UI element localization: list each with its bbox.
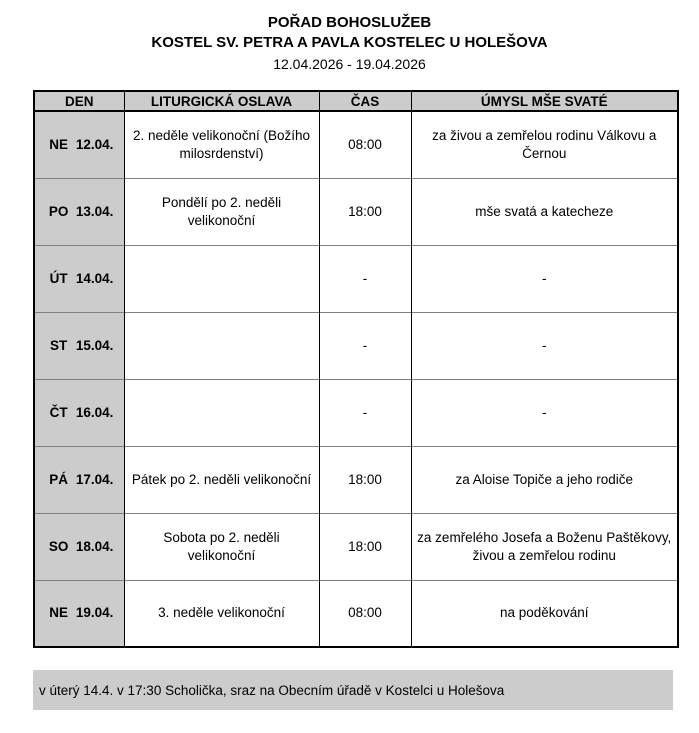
table-row	[34, 178, 678, 245]
table-row	[34, 111, 678, 178]
table-row	[34, 379, 678, 446]
mass-intention: za Aloise Topiče a jeho rodiče	[411, 446, 678, 513]
day-cell	[34, 446, 124, 513]
day-date: 12.04.	[75, 136, 114, 152]
table-row	[34, 312, 678, 379]
day-abbreviation: ST	[49, 337, 68, 353]
mass-time: 18:00	[319, 178, 411, 245]
schedule-table	[33, 90, 679, 648]
table-header-row	[34, 91, 678, 111]
liturgical-celebration	[124, 245, 319, 312]
column-header-day: DEN	[34, 91, 124, 111]
day-abbreviation: ÚT	[49, 270, 68, 286]
mass-intention: na poděkování	[411, 580, 678, 647]
day-date: 17.04.	[75, 471, 114, 487]
liturgical-celebration	[124, 312, 319, 379]
mass-time: 18:00	[319, 513, 411, 580]
column-header-time: ČAS	[319, 91, 411, 111]
table-row	[34, 446, 678, 513]
mass-time: -	[319, 379, 411, 446]
day-date: 19.04.	[75, 605, 114, 621]
day-abbreviation: NE	[49, 136, 68, 152]
day-date: 16.04.	[75, 404, 114, 420]
day-date: 15.04.	[75, 337, 114, 353]
page-title: POŘAD BOHOSLUŽEB	[267, 14, 432, 31]
table-row	[34, 580, 678, 647]
liturgical-celebration: Pátek po 2. neděli velikonoční	[124, 446, 319, 513]
day-abbreviation: ČT	[49, 404, 68, 420]
mass-intention: -	[411, 379, 678, 446]
day-date: 18.04.	[75, 538, 114, 554]
day-abbreviation: SO	[48, 538, 69, 554]
day-cell	[34, 245, 124, 312]
mass-time: 08:00	[319, 111, 411, 178]
document-header	[0, 0, 699, 73]
mass-intention: za zemřelého Josefa a Boženu Paštěkovy, živou a zemřelou rodinu	[411, 513, 678, 580]
column-header-intention: ÚMYSL MŠE SVATÉ	[411, 91, 678, 111]
column-header-celebration: LITURGICKÁ OSLAVA	[124, 91, 319, 111]
mass-time: 08:00	[319, 580, 411, 647]
day-cell	[34, 580, 124, 647]
mass-time: -	[319, 312, 411, 379]
mass-intention: -	[411, 312, 678, 379]
day-date: 13.04.	[75, 203, 114, 219]
date-range: 12.04.2026 - 19.04.2026	[273, 56, 426, 72]
mass-intention: mše svatá a katecheze	[411, 178, 678, 245]
liturgical-celebration: Pondělí po 2. neděli velikonoční	[124, 178, 319, 245]
liturgical-celebration: Sobota po 2. neděli velikonoční	[124, 513, 319, 580]
day-cell	[34, 178, 124, 245]
announcement-text: v úterý 14.4. v 17:30 Scholička, sraz na Obecním úřadě v Kostelci u Holešova	[39, 682, 505, 698]
mass-intention: za živou a zemřelou rodinu Válkovu a Černou	[411, 111, 678, 178]
church-name: KOSTEL SV. PETRA A PAVLA KOSTELEC U HOLEŠOVA	[151, 34, 548, 51]
day-date: 14.04.	[75, 270, 114, 286]
day-abbreviation: PÁ	[49, 471, 68, 487]
day-cell	[34, 513, 124, 580]
liturgical-celebration	[124, 379, 319, 446]
day-abbreviation: PO	[48, 203, 69, 219]
liturgical-celebration: 2. neděle velikonoční (Božího milosrdenství)	[124, 111, 319, 178]
day-cell	[34, 111, 124, 178]
liturgical-celebration: 3. neděle velikonoční	[124, 580, 319, 647]
day-cell	[34, 379, 124, 446]
day-cell	[34, 312, 124, 379]
mass-time: 18:00	[319, 446, 411, 513]
mass-time: -	[319, 245, 411, 312]
day-abbreviation: NE	[49, 605, 68, 621]
table-row	[34, 245, 678, 312]
announcement-bar	[33, 670, 673, 710]
mass-intention: -	[411, 245, 678, 312]
table-row	[34, 513, 678, 580]
